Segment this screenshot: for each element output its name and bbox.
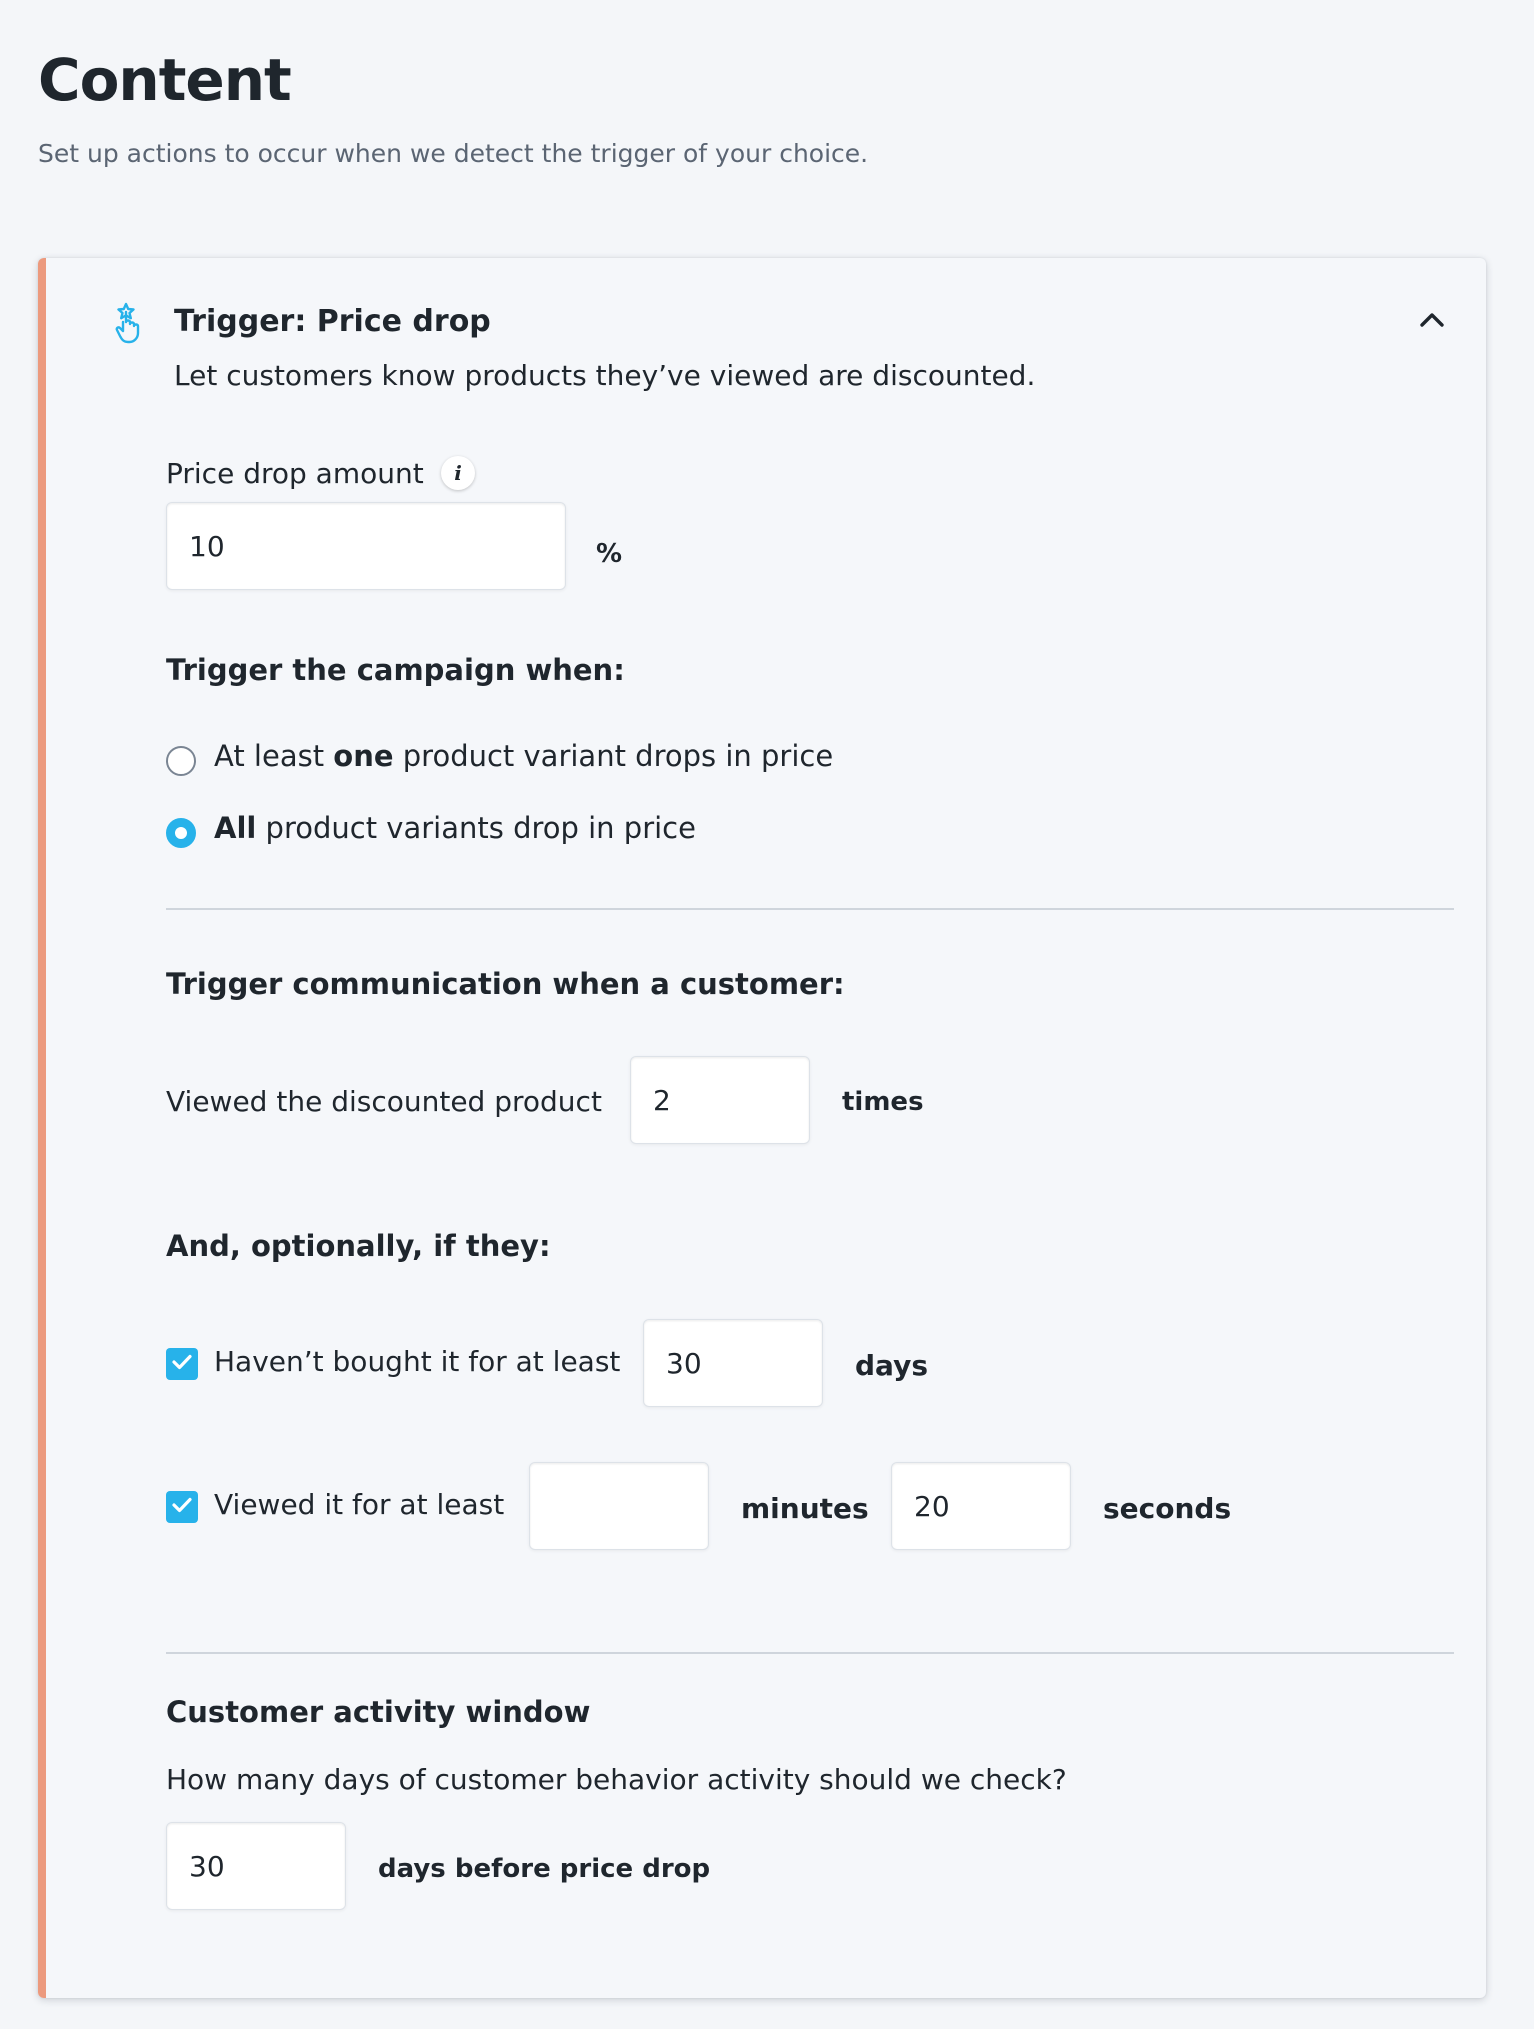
seconds-unit: seconds: [1103, 1492, 1232, 1525]
section-divider: [166, 1652, 1454, 1654]
collapse-button[interactable]: [1412, 302, 1452, 342]
viewed-for-checkbox[interactable]: [166, 1491, 198, 1523]
communication-heading: Trigger communication when a customer:: [166, 967, 845, 1001]
days-before-unit: days before price drop: [378, 1854, 711, 1884]
option-all-variants-label[interactable]: All product variants drop in price: [214, 811, 696, 845]
activity-days-input[interactable]: [166, 1822, 346, 1910]
radio-all-variants[interactable]: [166, 818, 196, 848]
page-subtitle: Set up actions to occur when we detect the trigger of your choice.: [38, 139, 869, 168]
not-bought-days-input[interactable]: [643, 1319, 823, 1407]
not-bought-checkbox[interactable]: [166, 1348, 198, 1380]
card-accent-bar: [38, 258, 46, 1998]
seconds-input[interactable]: [891, 1462, 1071, 1550]
option-at-least-one-label[interactable]: At least one product variant drops in price: [214, 739, 834, 773]
tap-hand-icon: [114, 300, 156, 344]
section-divider: [166, 908, 1454, 910]
viewed-product-label: Viewed the discounted product: [166, 1085, 602, 1118]
not-bought-label: Haven’t bought it for at least: [214, 1345, 621, 1378]
activity-window-question: How many days of customer behavior activity should we check?: [166, 1763, 1067, 1796]
minutes-unit: minutes: [741, 1492, 869, 1525]
view-count-input[interactable]: [630, 1056, 810, 1144]
page-title: Content: [38, 46, 291, 114]
price-drop-label: Price drop amount: [166, 457, 424, 490]
trigger-title: Trigger: Price drop: [174, 304, 491, 339]
activity-window-heading: Customer activity window: [166, 1695, 591, 1729]
checkmark-icon: [171, 1353, 193, 1375]
checkmark-icon: [171, 1496, 193, 1518]
radio-at-least-one[interactable]: [166, 746, 196, 776]
trigger-description: Let customers know products they’ve viewed are discounted.: [174, 359, 1036, 392]
trigger-card: [38, 258, 1486, 1998]
chevron-up-icon: [1419, 312, 1445, 332]
viewed-for-label: Viewed it for at least: [214, 1488, 505, 1521]
percent-unit: %: [596, 539, 623, 569]
info-icon[interactable]: i: [441, 456, 475, 490]
optional-heading: And, optionally, if they:: [166, 1229, 551, 1263]
minutes-input[interactable]: [529, 1462, 709, 1550]
times-unit: times: [842, 1087, 924, 1117]
days-unit: days: [855, 1349, 928, 1382]
campaign-trigger-heading: Trigger the campaign when:: [166, 653, 625, 687]
price-drop-input[interactable]: [166, 502, 566, 590]
